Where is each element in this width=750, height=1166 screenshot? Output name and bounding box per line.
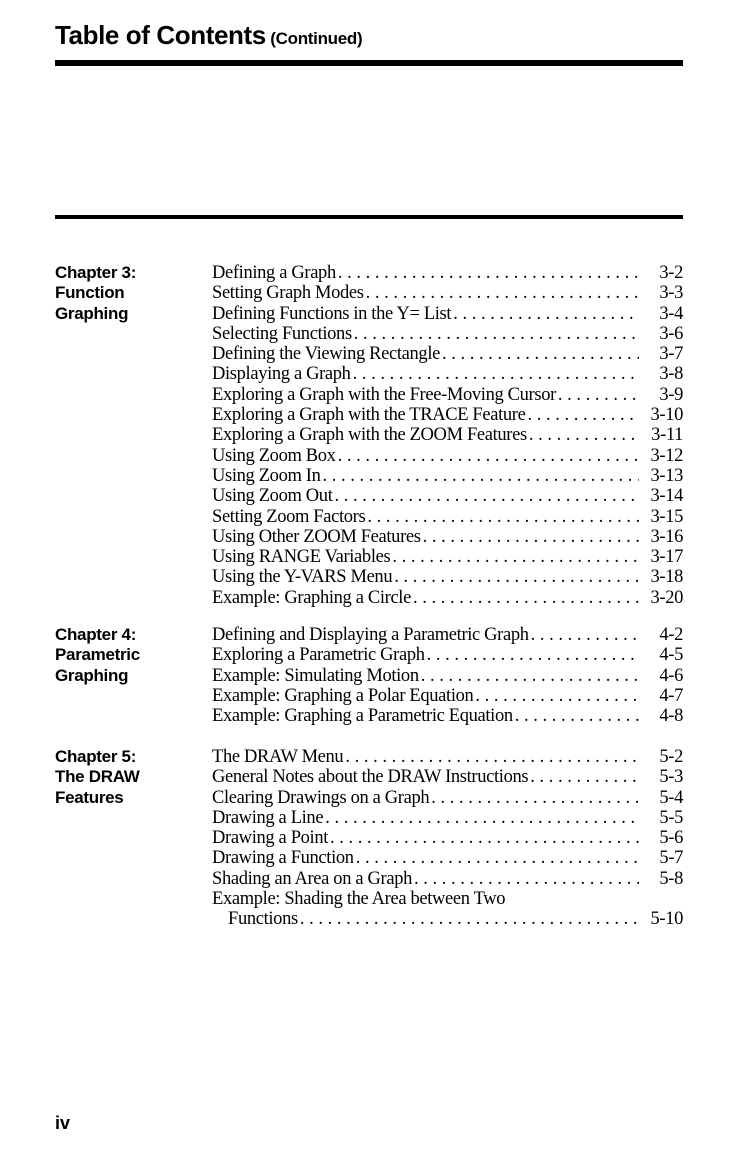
toc-entry-title: Drawing a Line — [212, 807, 324, 828]
dot-leader — [423, 527, 639, 547]
toc-entry[interactable] — [212, 567, 683, 587]
dot-leader — [354, 324, 639, 344]
dot-leader — [421, 666, 639, 686]
dot-leader — [442, 344, 639, 364]
toc-entry[interactable] — [212, 706, 683, 726]
toc-entry-page: 3-9 — [659, 384, 683, 405]
chapter-label-line: Function — [55, 283, 125, 303]
toc-entry-page: 4-2 — [659, 625, 683, 645]
toc-entry-title: Example: Graphing a Parametric Equation — [212, 706, 513, 727]
toc-entry-page: 5-8 — [659, 868, 683, 889]
dot-leader — [367, 507, 639, 527]
toc-entry-title: Defining the Viewing Rectangle — [212, 344, 440, 365]
toc-entry-page: 5-6 — [659, 828, 683, 849]
toc-entry[interactable] — [212, 446, 683, 466]
toc-entry-page: 4-8 — [659, 706, 683, 727]
dot-leader — [325, 808, 639, 828]
toc-entry-title: Example: Simulating Motion — [212, 665, 419, 686]
dot-leader — [330, 828, 639, 848]
toc-entry-title: Defining Functions in the Y= List — [212, 303, 452, 324]
toc-entry-title: Functions — [228, 909, 298, 930]
toc-entry[interactable] — [212, 344, 683, 364]
toc-entry-first-line[interactable] — [212, 889, 683, 909]
page-title-text: Table of Contents — [55, 20, 266, 50]
toc-entry[interactable] — [212, 547, 683, 567]
toc-entry-title: Example: Graphing a Circle — [212, 587, 411, 608]
toc-entry-page: 3-7 — [659, 344, 683, 365]
toc-entry-title: Using the Y-VARS Menu — [212, 567, 393, 588]
dot-leader — [414, 869, 639, 889]
toc-entry-title: Displaying a Graph — [212, 364, 351, 385]
toc-entry-page: 5-3 — [659, 767, 683, 788]
dot-leader — [392, 547, 639, 567]
page-title — [55, 20, 362, 51]
toc-entry-title: Selecting Functions — [212, 323, 352, 344]
toc-entry[interactable] — [212, 527, 683, 547]
toc-entry-title: Example: Graphing a Polar Equation — [212, 685, 474, 706]
toc-entry-title: Setting Zoom Factors — [212, 506, 366, 527]
toc-entry-title: Using Zoom Box — [212, 445, 336, 466]
page-number: iv — [55, 1113, 71, 1133]
toc-entry[interactable] — [212, 869, 683, 889]
toc-entry-page: 5-7 — [659, 848, 683, 869]
top-rule — [55, 60, 683, 66]
dot-leader — [515, 706, 639, 726]
toc-entry-title: Using Zoom Out — [212, 486, 333, 507]
toc-entry[interactable] — [212, 486, 683, 506]
toc-entry[interactable] — [212, 788, 683, 808]
toc-entry-page: 3-3 — [659, 283, 683, 304]
toc-entry-page: 3-16 — [650, 526, 683, 547]
toc-entry-page: 3-2 — [659, 263, 683, 283]
dot-leader — [356, 848, 639, 868]
chapter-label-line: The DRAW — [55, 767, 140, 787]
section-rule — [55, 215, 683, 219]
toc-entry-page: 3-17 — [650, 547, 683, 568]
toc-entry[interactable] — [212, 324, 683, 344]
toc-entry-page: 3-13 — [650, 465, 683, 486]
toc-entry[interactable] — [212, 283, 683, 303]
toc-entry-title: Defining a Graph — [212, 263, 336, 283]
dot-leader — [366, 283, 639, 303]
toc-entry-title: Clearing Drawings on a Graph — [212, 787, 430, 808]
dot-leader — [300, 909, 639, 929]
chapter-label-line: Chapter 3: — [55, 263, 137, 282]
toc-entry-title: Exploring a Graph with the TRACE Feature — [212, 405, 526, 426]
toc-entry-title: Setting Graph Modes — [212, 283, 364, 304]
chapter-3-entries — [212, 263, 683, 608]
chapter-3-label — [55, 263, 205, 324]
dot-leader — [453, 304, 639, 324]
chapter-label-line: Chapter 4: — [55, 625, 137, 644]
dot-leader — [413, 588, 639, 608]
toc-entry-page: 3-6 — [659, 323, 683, 344]
toc-entry-title: Drawing a Point — [212, 828, 329, 849]
toc-entry-title: Exploring a Graph with the Free-Moving Cursor — [212, 384, 556, 405]
toc-entry-page: 3-4 — [659, 303, 683, 324]
toc-entry-title: Exploring a Graph with the ZOOM Features — [212, 425, 527, 446]
toc-entry[interactable] — [212, 364, 683, 384]
toc-entry[interactable] — [212, 507, 683, 527]
toc-entry[interactable] — [212, 645, 683, 665]
toc-entry[interactable] — [212, 304, 683, 324]
toc-entry[interactable] — [212, 686, 683, 706]
chapter-5-label — [55, 747, 205, 808]
toc-entry-title: Exploring a Parametric Graph — [212, 645, 425, 666]
chapter-label-line: Parametric — [55, 645, 140, 665]
chapter-label-line: Features — [55, 787, 124, 807]
toc-entry[interactable] — [212, 767, 683, 787]
toc-entry-title: The DRAW Menu — [212, 747, 344, 767]
toc-entry-title: Drawing a Function — [212, 848, 354, 869]
toc-entry[interactable] — [212, 666, 683, 686]
toc-entry-page: 3-15 — [650, 506, 683, 527]
dot-leader — [527, 405, 639, 425]
dot-leader — [338, 263, 639, 283]
toc-entry-title: Using Other ZOOM Features — [212, 526, 421, 547]
toc-entry-page: 4-6 — [659, 665, 683, 686]
chapter-4-label — [55, 625, 205, 686]
toc-entry-page: 3-18 — [650, 567, 683, 588]
dot-leader — [475, 686, 639, 706]
toc-entry[interactable] — [212, 405, 683, 425]
toc-entry[interactable] — [212, 263, 683, 283]
toc-entry-page: 5-2 — [659, 747, 683, 767]
chapter-label-line: Graphing — [55, 303, 129, 323]
dot-leader — [323, 466, 639, 486]
dot-leader — [530, 767, 639, 787]
toc-entry-page: 4-5 — [659, 645, 683, 666]
chapter-label-line: Graphing — [55, 665, 129, 685]
toc-entry-page: 4-7 — [659, 685, 683, 706]
toc-entry-title: Using Zoom In — [212, 465, 321, 486]
toc-entry-title: Using RANGE Variables — [212, 547, 391, 568]
dot-leader — [529, 425, 639, 445]
toc-entry[interactable] — [212, 425, 683, 445]
chapter-5-entries — [212, 747, 683, 930]
toc-entry[interactable] — [212, 808, 683, 828]
dot-leader — [431, 788, 639, 808]
toc-entry[interactable] — [212, 747, 683, 767]
toc-entry[interactable] — [212, 588, 683, 608]
toc-entry[interactable] — [212, 828, 683, 848]
toc-entry[interactable] — [212, 848, 683, 868]
toc-entry-page: 5-10 — [650, 909, 683, 930]
toc-entry-page: 3-14 — [650, 486, 683, 507]
toc-entry[interactable] — [212, 385, 683, 405]
toc-entry-page: 3-8 — [659, 364, 683, 385]
toc-entry-page: 3-11 — [651, 425, 683, 446]
toc-entry-continuation[interactable] — [212, 909, 683, 929]
toc-entry[interactable] — [212, 466, 683, 486]
toc-entry[interactable] — [212, 625, 683, 645]
dot-leader — [335, 486, 640, 506]
dot-leader — [353, 364, 639, 384]
dot-leader — [345, 747, 639, 767]
page-title-continued: (Continued) — [270, 29, 363, 48]
dot-leader — [427, 645, 639, 665]
toc-entry-title: Shading an Area on a Graph — [212, 868, 412, 889]
toc-entry-title: Defining and Displaying a Parametric Graph — [212, 625, 529, 645]
toc-entry-page: 3-12 — [650, 445, 683, 466]
dot-leader — [394, 567, 639, 587]
toc-entry-page: 3-10 — [650, 405, 683, 426]
dot-leader — [531, 625, 639, 645]
toc-entry-page: 5-4 — [659, 787, 683, 808]
toc-entry-title: Example: Shading the Area between Two — [212, 889, 506, 910]
chapter-4-entries — [212, 625, 683, 726]
dot-leader — [558, 385, 639, 405]
dot-leader — [338, 446, 639, 466]
toc-entry-page: 5-5 — [659, 807, 683, 828]
chapter-label-line: Chapter 5: — [55, 747, 137, 766]
toc-entry-title: General Notes about the DRAW Instructions — [212, 767, 529, 788]
toc-entry-page: 3-20 — [650, 587, 683, 608]
